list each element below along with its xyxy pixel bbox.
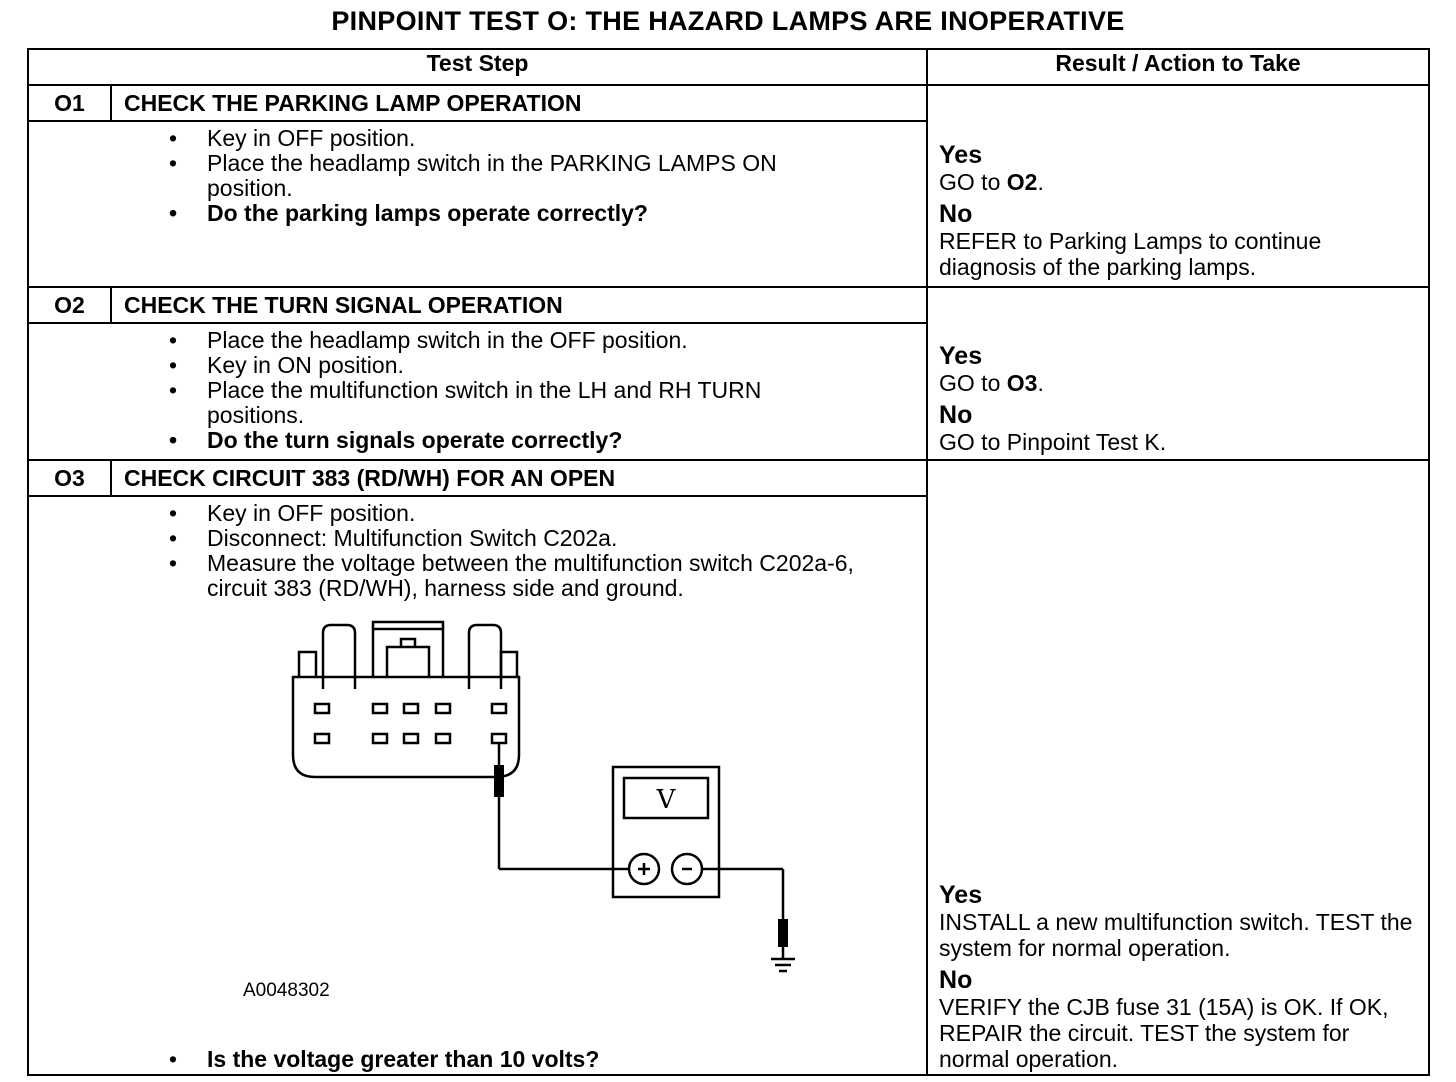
connector-diagram xyxy=(111,607,926,1047)
bullet-item: • Place the headlamp switch in the PARKING LAMPS ON position. xyxy=(207,151,926,201)
step-row-o1 xyxy=(28,85,1429,121)
step-question-o2: • Do the turn signals operate correctly? xyxy=(207,428,926,453)
step-id-o3: O3 xyxy=(28,460,111,496)
step-question-o3: • Is the voltage greater than 10 volts? xyxy=(207,1047,926,1072)
step-content-o2 xyxy=(111,323,927,460)
step-title-o1: CHECK THE PARKING LAMP OPERATION xyxy=(111,85,927,121)
no-label-o1: No xyxy=(939,200,973,228)
result-cell-o3 xyxy=(927,460,1429,1075)
result-cell-o2 xyxy=(927,287,1429,460)
bullet-item: • Disconnect: Multifunction Switch C202a. xyxy=(207,526,926,551)
no-label-o3: No xyxy=(939,966,973,994)
bullet-item: • Measure the voltage between the multifunction switch C202a-6, circuit 383 (RD/WH), harness side and ground. xyxy=(207,551,926,601)
step-title-o3: CHECK CIRCUIT 383 (RD/WH) FOR AN OPEN xyxy=(111,460,927,496)
yes-label-o2: Yes xyxy=(939,342,983,370)
step-id-o1: O1 xyxy=(28,85,111,121)
result-action-header: Result / Action to Take xyxy=(927,49,1429,85)
page-title: PINPOINT TEST O: THE HAZARD LAMPS ARE INOPERATIVE xyxy=(331,6,1125,36)
no-label-o2: No xyxy=(939,401,973,429)
step-row-o2 xyxy=(28,287,1429,323)
step-question-list-o3 xyxy=(111,1047,926,1074)
bullet-item: • Key in ON position. xyxy=(207,353,926,378)
bullet-item: • Key in OFF position. xyxy=(207,126,926,151)
connector-voltmeter-illustration xyxy=(111,607,927,1047)
yes-action-o3: INSTALL a new multifunction switch. TEST the system for normal operation. xyxy=(939,909,1413,961)
no-action-o1: REFER to Parking Lamps to continue diagnosis of the parking lamps. xyxy=(939,228,1322,280)
table-header-row xyxy=(28,49,1429,85)
step-id-o2: O2 xyxy=(28,287,111,323)
link-o2: O2 xyxy=(1006,169,1038,195)
step-bullets-o1 xyxy=(111,122,926,232)
yes-action-o2: GO to O3. xyxy=(939,370,1044,396)
step-title-o2: CHECK THE TURN SIGNAL OPERATION xyxy=(111,287,927,323)
result-cell-o1 xyxy=(927,85,1429,287)
step-bullets-o3 xyxy=(111,497,926,607)
figure-id: A0048302 xyxy=(243,980,330,1001)
yes-label-o1: Yes xyxy=(939,141,983,169)
no-action-o3: VERIFY the CJB fuse 31 (15A) is OK. If OK, REPAIR the circuit. TEST the system for normal operation. xyxy=(939,994,1389,1072)
link-o3: O3 xyxy=(1006,370,1038,396)
no-action-o2: GO to Pinpoint Test K. xyxy=(939,429,1167,455)
bullet-item: • Place the headlamp switch in the OFF position. xyxy=(207,328,926,353)
voltmeter-symbol: V xyxy=(656,785,676,815)
bullet-item: • Place the multifunction switch in the LH and RH TURN positions. xyxy=(207,378,926,428)
step-question-o1: • Do the parking lamps operate correctly? xyxy=(207,201,926,226)
step-bullets-o2 xyxy=(111,324,926,459)
step-content-o1 xyxy=(111,121,927,287)
bullet-item: • Key in OFF position. xyxy=(207,501,926,526)
pinpoint-test-table xyxy=(27,48,1430,1076)
step-row-o3 xyxy=(28,460,1429,496)
yes-label-o3: Yes xyxy=(939,881,983,909)
yes-action-o1: GO to O2. xyxy=(939,169,1044,195)
step-content-o3 xyxy=(111,496,927,1075)
test-step-header: Test Step xyxy=(28,49,927,85)
